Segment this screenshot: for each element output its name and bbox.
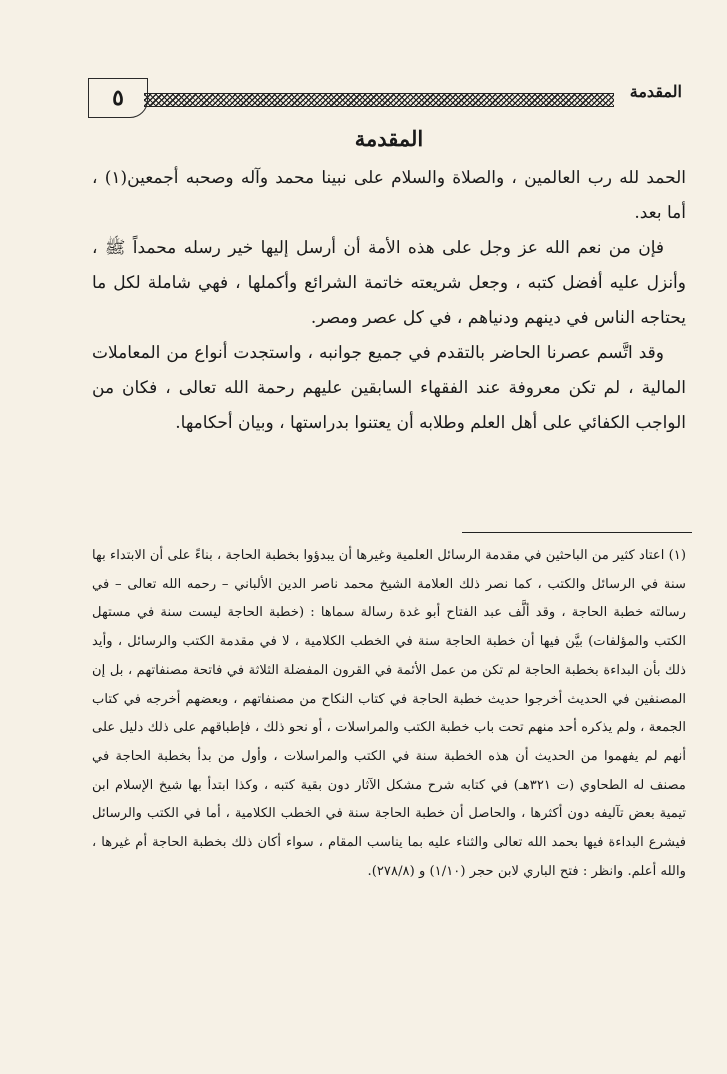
header-ornament xyxy=(144,93,614,107)
page-number: ٥ xyxy=(88,78,148,118)
main-text xyxy=(92,126,686,441)
paragraph-2: فإن من نعم الله عز وجل على هذه الأمة أن أرسل إليها خير رسله محمداً ﷺ ، وأنزل عليه أفضل كتبه ، وجعل شريعته خاتمة الشرائع وأكملها ، فهي شاملة لكل ما يحتاجه الناس في دينهم ودنياهم ، في كل عصر ومصر. xyxy=(92,238,686,328)
footnote-1: (١) اعتاد كثير من الباحثين في مقدمة الرسائل العلمية وغيرها أن يبدؤوا بخطبة الحاجة ، بناءً على أن الابتداء بها سنة في الرسائل والكتب ، كما نصر ذلك العلامة الشيخ محمد ناصر الدين الألباني – رحمه الله تعالى – في رسالته خطبة الحاجة ، وقد ألَّف عبد الفتاح أبو غدة رسالة سماها : (خطبة الحاجة ليست سنة في مستهل الكتب والمؤلفات) بيَّن فيها أن خطبة الحاجة سنة في الخطب الكلامية ، لا في مقدمة الكتب والرسائل ، وأيد ذلك بأن البداءة بخطبة الحاجة لم تكن من عمل الأئمة في القرون المفضلة الثلاثة في فاتحة مصنفاتهم ، بل إن المصنفين في الحديث أخرجوا حديث خطبة الحاجة في كتاب النكاح من مصنفاتهم ، وبعضهم أخرجه في كتاب الجمعة ، ولم يذكره أحد منهم تحت باب خطبة الكتب والمراسلات ، أو نحو ذلك ، فإطباقهم على ذلك دليل على أنهم لم يفهموا من الحديث أن هذه الخطبة سنة في الكتب والمراسلات ، وأول من بدأ بخطبة الحاجة في مصنف له الطحاوي (ت ٣٢١هـ) في كتابه شرح مشكل الآثار دون بقية كتبه ، وكذا ابتدأ بها شيخ الإسلام ابن تيمية بعض تآليفه دون أكثرها ، والحاصل أن خطبة الحاجة سنة في الخطب الكلامية ، أما في الكتب والرسائل فيشرع البداءة فيها بحمد الله تعالى والثناء عليه بما يناسب المقام ، سواء أكان ذلك بخطبة الحاجة أم غيرها ، والله أعلم. وانظر : فتح الباري لابن حجر (١/١٠) و (٢٧٨/٨). xyxy=(92,548,686,879)
paragraph-3: وقد اتَّسم عصرنا الحاضر بالتقدم في جميع جوانبه ، واستجدت أنواع من المعاملات المالية ، لم تكن معروفة عند الفقهاء السابقين عليهم رحمة الله تعالى ، فكان من الواجب الكفائي على أهل العلم وطلابه أن يعتنوا بدراستها ، وبيان أحكامها. xyxy=(92,343,686,433)
running-header xyxy=(88,78,682,122)
section-heading: المقدمة xyxy=(354,126,424,151)
footnote-separator xyxy=(462,532,692,533)
paragraph-1: الحمد لله رب العالمين ، والصلاة والسلام على نبينا محمد وآله وصحبه أجمعين(١) ، أما بعد. xyxy=(92,168,687,223)
running-title: المقدمة xyxy=(629,82,682,101)
